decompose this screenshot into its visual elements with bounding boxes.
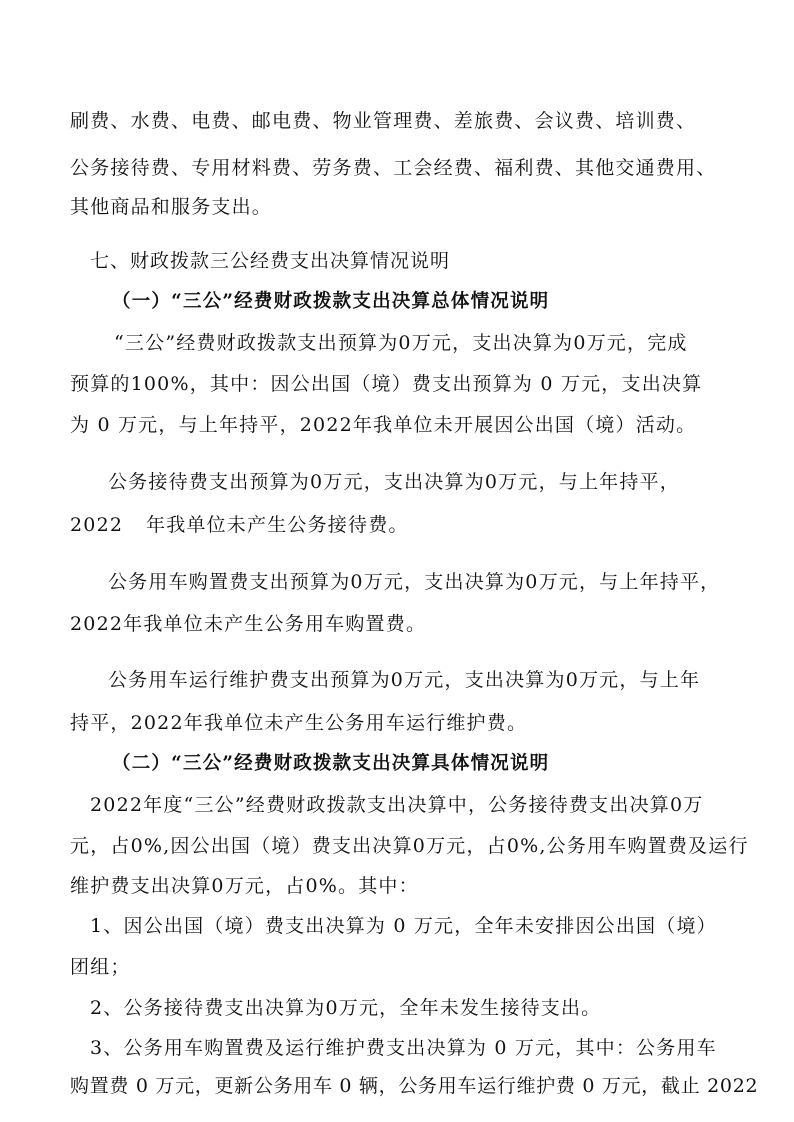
list-item-2-line-1: 2、公务接待费支出决算为0万元，全年未发生接待支出。 [90, 997, 602, 1019]
paragraph-vehicle-maintenance-line-2: 持平，2022年我单位未产生公务用车运行维护费。 [70, 712, 528, 734]
list-item-3-line-2: 购置费 0 万元，更新公务用车 0 辆，公务用车运行维护费 0 万元，截止 2022 [70, 1075, 759, 1097]
paragraph-reception-line-2: 年我单位未产生公务接待费。 [146, 514, 409, 536]
paragraph-detail-line-3: 维护费支出决算0万元，占0%。其中： [70, 875, 419, 897]
list-item-1-line-2: 团组； [70, 956, 131, 978]
paragraph-expense-list-line-1: 刷费、水费、电费、邮电费、物业管理费、差旅费、会议费、培训费、 [70, 110, 697, 132]
paragraph-reception-line-1: 公务接待费支出预算为0万元，支出决算为0万元，与上年持平， [108, 471, 680, 493]
list-item-1-line-1: 1、因公出国（境）费支出决算为 0 万元，全年未安排因公出国（境） [90, 915, 717, 937]
section-7-title: 七、财政拨款三公经费支出决算情况说明 [90, 250, 451, 272]
paragraph-detail-line-2: 元，占0%,因公出国（境）费支出决算0万元，占0%,公务用车购置费及运行 [70, 835, 749, 857]
paragraph-expense-list-line-2: 公务接待费、专用材料费、劳务费、工会经费、福利费、其他交通费用、 [70, 157, 717, 179]
subsection-1-title: （一）“三公”经费财政拨款支出决算总体情况说明 [112, 291, 550, 312]
paragraph-overall-line-1: “三公”经费财政拨款支出预算为0万元，支出决算为0万元，完成 [114, 332, 688, 354]
paragraph-detail-line-1: 2022年度“三公”经费财政拨款支出决算中，公务接待费支出决算0万 [90, 794, 704, 816]
paragraph-expense-list-line-3: 其他商品和服务支出。 [70, 196, 273, 218]
paragraph-vehicle-purchase-line-2: 2022年我单位未产生公务用车购置费。 [70, 613, 427, 635]
paragraph-reception-year: 2022 [70, 514, 124, 536]
subsection-2-title: （二）“三公”经费财政拨款支出决算具体情况说明 [112, 753, 550, 774]
paragraph-overall-line-3: 为 0 万元，与上年持平，2022年我单位未开展因公出国（境）活动。 [70, 414, 697, 436]
list-item-3-line-1: 3、公务用车购置费及运行维护费支出决算为 0 万元，其中：公务用车 [90, 1037, 717, 1059]
paragraph-vehicle-maintenance-line-1: 公务用车运行维护费支出预算为0万元，支出决算为0万元，与上年 [108, 669, 701, 691]
paragraph-vehicle-purchase-line-1: 公务用车购置费支出预算为0万元，支出决算为0万元，与上年持平， [108, 571, 721, 593]
paragraph-overall-line-2: 预算的100%，其中：因公出国（境）费支出预算为 0 万元，支出决算 [70, 373, 703, 395]
